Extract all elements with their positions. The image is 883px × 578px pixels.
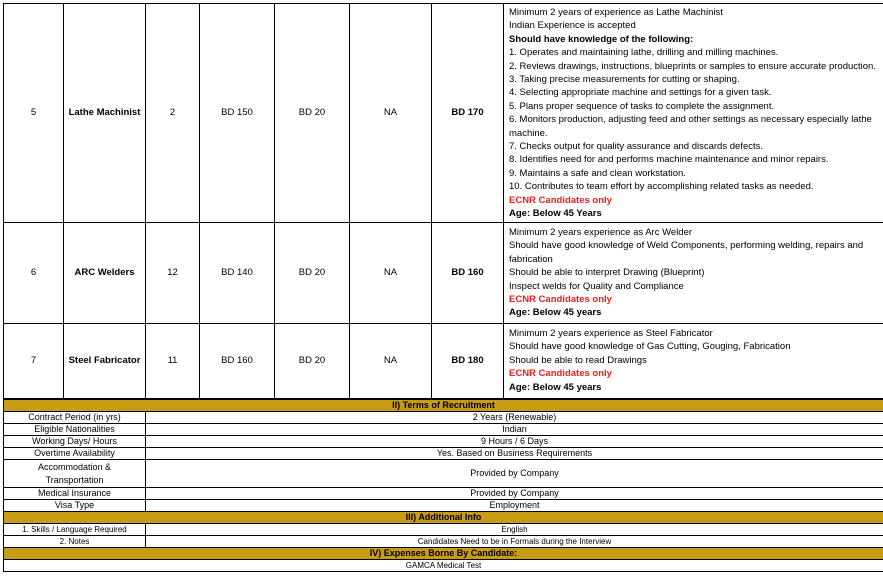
desc-line: Should have good knowledge of Weld Components, performing welding, repairs and fabrication: [509, 240, 864, 265]
terms-label: Overtime Availability: [4, 448, 146, 460]
desc-line: 3. Taking precise measurements for cutting or shaping.: [509, 74, 740, 86]
desc-line: 9. Maintains a safe and clean workstation.: [509, 167, 686, 179]
terms-value: Provided by Company: [146, 488, 883, 500]
job-position: Lathe Machinist: [64, 4, 146, 223]
job-food-allowance: BD 20: [275, 4, 350, 223]
age-limit: Age: Below 45 years: [509, 381, 602, 393]
desc-line: Indian Experience is accepted: [509, 20, 636, 32]
desc-line: Should have knowledge of the following:: [509, 33, 694, 45]
desc-line: Minimum 2 years experience as Steel Fabricator: [509, 328, 713, 339]
terms-label: Medical Insurance: [4, 488, 146, 500]
job-basic-salary: BD 140: [200, 223, 275, 324]
job-basic-salary: BD 160: [200, 324, 275, 399]
info-label: 2. Notes: [4, 536, 146, 548]
info-row: [4, 536, 883, 548]
job-number: 6: [4, 223, 64, 324]
terms-row: [4, 436, 883, 448]
desc-line: 5. Plans proper sequence of tasks to complete the assignment.: [509, 100, 775, 112]
desc-line: 10. Contributes to team effort by accomplishing related tasks as needed.: [509, 181, 814, 193]
job-quantity: 2: [146, 4, 200, 223]
terms-value: 2 Years (Renewable): [146, 412, 883, 424]
job-description: [504, 324, 883, 399]
terms-row: [4, 424, 883, 436]
desc-line: 2. Reviews drawings, instructions, blueprints or samples to ensure accurate production.: [509, 60, 876, 72]
job-row: [4, 324, 883, 399]
job-other-allowance: NA: [350, 324, 432, 399]
expense-item: GAMCA Medical Test: [4, 560, 883, 572]
section-header-additional-info: III) Additional Info: [4, 512, 883, 524]
info-row: [4, 524, 883, 536]
section-header-expenses: IV) Expenses Borne By Candidate:: [4, 548, 883, 560]
terms-label: Working Days/ Hours: [4, 436, 146, 448]
job-total-salary: BD 180: [432, 324, 504, 399]
desc-line: 6. Monitors production, adjusting feed and other settings as necessary especially lathe machine.: [509, 114, 872, 139]
terms-row: [4, 412, 883, 424]
info-label: 1. Skills / Language Required: [4, 524, 146, 536]
terms-row: [4, 488, 883, 500]
terms-row: [4, 460, 883, 488]
recruitment-sheet: [3, 3, 883, 572]
job-other-allowance: NA: [350, 4, 432, 223]
age-limit: Age: Below 45 Years: [509, 208, 602, 220]
job-food-allowance: BD 20: [275, 324, 350, 399]
desc-line: Should be able to read Drawings: [509, 354, 647, 366]
desc-line: 8. Identifies need for and performs machine maintenance and minor repairs.: [509, 154, 829, 166]
terms-label: Visa Type: [4, 500, 146, 512]
job-position: ARC Welders: [64, 223, 146, 324]
desc-line: Minimum 2 years experience as Arc Welder: [509, 227, 693, 238]
terms-value: Provided by Company: [146, 460, 883, 488]
info-value: English: [146, 524, 883, 536]
job-number: 5: [4, 4, 64, 223]
desc-line: Minimum 2 years of experience as Lathe Machinist: [509, 7, 723, 18]
terms-value: Yes. Based on Business Requirements: [146, 448, 883, 460]
terms-row: [4, 500, 883, 512]
terms-value: Indian: [146, 424, 883, 436]
desc-line: Inspect welds for Quality and Compliance: [509, 280, 684, 292]
ecnr-note: ECNR Candidates only: [509, 194, 612, 206]
desc-line: Should be able to interpret Drawing (Blueprint): [509, 267, 705, 279]
terms-row: [4, 448, 883, 460]
job-other-allowance: NA: [350, 223, 432, 324]
terms-value: Employment: [146, 500, 883, 512]
job-row: [4, 4, 883, 223]
section-header-terms: II) Terms of Recruitment: [4, 400, 883, 412]
ecnr-note: ECNR Candidates only: [509, 294, 612, 306]
job-quantity: 11: [146, 324, 200, 399]
terms-table: [3, 399, 883, 572]
info-value: Candidates Need to be in Formals during the Interview: [146, 536, 883, 548]
desc-line: 7. Checks output for quality assurance and discards defects.: [509, 141, 763, 153]
job-description: [504, 223, 883, 324]
job-quantity: 12: [146, 223, 200, 324]
ecnr-note: ECNR Candidates only: [509, 368, 612, 380]
job-total-salary: BD 160: [432, 223, 504, 324]
terms-label: Contract Period (in yrs): [4, 412, 146, 424]
desc-line: Should have good knowledge of Gas Cutting, Gouging, Fabrication: [509, 341, 791, 353]
desc-line: 4. Selecting appropriate machine and settings for a given task.: [509, 87, 772, 99]
job-number: 7: [4, 324, 64, 399]
age-limit: Age: Below 45 years: [509, 307, 602, 319]
job-food-allowance: BD 20: [275, 223, 350, 324]
desc-line: 1. Operates and maintaining lathe, drilling and milling machines.: [509, 47, 779, 59]
job-total-salary: BD 170: [432, 4, 504, 223]
job-position: Steel Fabricator: [64, 324, 146, 399]
job-basic-salary: BD 150: [200, 4, 275, 223]
terms-label: Accommodation & Transportation: [4, 460, 146, 488]
job-description: [504, 4, 883, 223]
jobs-table: [3, 3, 883, 399]
expense-row: [4, 560, 883, 572]
terms-value: 9 Hours / 6 Days: [146, 436, 883, 448]
job-row: [4, 223, 883, 324]
terms-label: Eligible Nationalities: [4, 424, 146, 436]
